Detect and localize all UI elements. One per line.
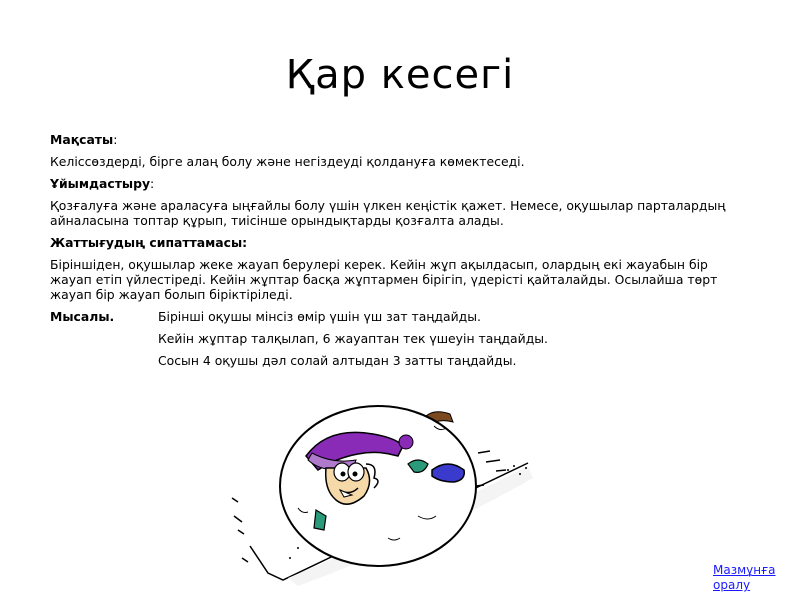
description-text: Біріншіден, оқушылар жеке жауап берулері керек. Кейін жұп ақылдасып, олардың екі жауабын бір жауап етіп үйлестіреді. Кейін жұптар басқа жұптармен бірігіп, үдерісті қайталайды. Осылайша төрт жауап бір жауап болып біріктіріледі. xyxy=(50,257,718,302)
organization-heading: Ұйымдастыру: xyxy=(50,176,155,191)
example-row-2 xyxy=(50,331,740,346)
slide-content xyxy=(50,132,740,375)
example-row-1 xyxy=(50,309,740,324)
example-line-2: Кейін жұптар талқылап, 6 жауаптан тек үшеуін таңдайды. xyxy=(158,331,548,346)
slide-title: Қар кесегі xyxy=(285,52,515,98)
goal-heading: Мақсаты: xyxy=(50,132,118,147)
back-to-contents-link[interactable]: Мазмұнға оралу xyxy=(713,563,776,592)
description-label: Жаттығудың сипаттамасы: xyxy=(50,235,248,250)
example-line-3: Сосын 4 оқушы дәл солай алтыдан 3 затты таңдайды. xyxy=(158,353,517,368)
organization-label: Ұйымдастыру xyxy=(50,176,151,191)
example-label: Мысалы. xyxy=(50,309,115,324)
goal-text: Келіссөздерді, бірге алаң болу және негіздеуді қолдануға көмектеседі. xyxy=(50,154,525,169)
goal-label: Мақсаты xyxy=(50,132,114,147)
snowball-rolling-cartoon-icon xyxy=(228,398,558,592)
example-row-3 xyxy=(50,353,740,368)
organization-text: Қозғалуға және араласуға ыңғайлы болу үшін үлкен кеңістік қажет. Немесе, оқушылар парталардың айналасына топтар құрып, тиісінше орындықтарды қозғалта алады. xyxy=(50,198,726,228)
example-line-1: Бірінші оқушы мінсіз өмір үшін үш зат таңдайды. xyxy=(158,309,481,324)
